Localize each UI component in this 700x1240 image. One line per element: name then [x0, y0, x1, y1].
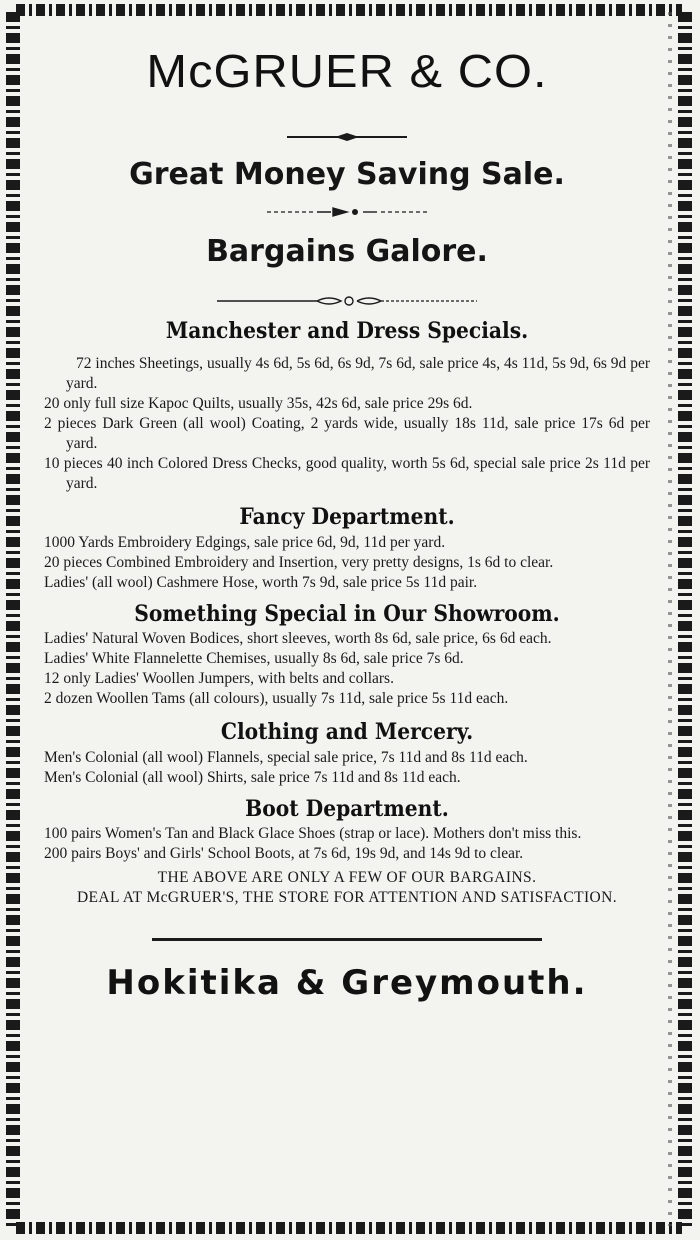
list-item: 20 pieces Combined Embroidery and Insertion, very pretty designs, 1s 6d to clear.	[44, 553, 554, 571]
list-item: 2 dozen Woollen Tams (all colours), usually 7s 11d, sale price 5s 11d each.	[44, 690, 509, 708]
section-showroom-items	[44, 629, 650, 709]
footer-rule	[152, 938, 542, 941]
list-item: Men's Colonial (all wool) Flannels, special sale price, 7s 11d and 8s 11d each.	[44, 748, 528, 766]
bottom-border-ornament	[16, 1222, 682, 1234]
section-clothing-items	[44, 748, 650, 788]
list-item: 20 only full size Kapoc Quilts, usually 35s, 42s 6d, sale price 29s 6d.	[44, 395, 473, 413]
closing-line-2: DEAL AT McGRUER'S, THE STORE FOR ATTENTION AND SATISFACTION.	[76, 888, 618, 906]
closing-line-1: THE ABOVE ARE ONLY A FEW OF OUR BARGAINS.	[157, 868, 537, 886]
list-item: 1000 Yards Embroidery Edgings, sale price 6d, 9d, 11d per yard.	[44, 533, 446, 551]
right-inner-border-ornament	[668, 12, 672, 1226]
list-item: Ladies' (all wool) Cashmere Hose, worth 7s 9d, sale price 5s 11d pair.	[44, 573, 478, 591]
list-item: 10 pieces 40 inch Colored Dress Checks, good quality, worth 5s 6d, special sale price 2s 11d per yard.	[44, 455, 650, 493]
towns-footer: Hokitika & Greymouth.	[106, 962, 588, 1003]
list-item: 72 inches Sheetings, usually 4s 6d, 5s 6d, 6s 9d, 7s 6d, sale price 4s, 4s 11d, 5s 9d, 6s 9d per yard.	[66, 355, 650, 393]
list-item: 12 only Ladies' Woollen Jumpers, with belts and collars.	[44, 670, 394, 688]
list-item: Ladies' White Flannelette Chemises, usually 8s 6d, sale price 7s 6d.	[44, 650, 464, 668]
right-border-ornament	[678, 12, 692, 1226]
list-item: 200 pairs Boys' and Girls' School Boots, at 7s 6d, 19s 9d, and 14s 9d to clear.	[44, 844, 524, 862]
section-manchester-items	[44, 354, 650, 494]
section-boots-items	[44, 824, 650, 864]
section-heading-fancy: Fancy Department.	[239, 504, 455, 531]
dash-ornament-2	[267, 205, 427, 219]
headline: Great Money Saving Sale.	[129, 157, 565, 192]
firm-name: McGRUER & CO.	[146, 45, 548, 97]
section-heading-boots: Boot Department.	[245, 795, 449, 822]
section-heading-showroom: Something Special in Our Showroom.	[134, 600, 560, 627]
section-fancy-items	[44, 533, 650, 593]
top-border-ornament	[16, 4, 682, 16]
dash-ornament-3	[217, 294, 477, 308]
list-item: 2 pieces Dark Green (all wool) Coating, 2 yards wide, usually 18s 11d, sale price 17s 6d per yard.	[44, 415, 650, 453]
section-heading-manchester: Manchester and Dress Specials.	[165, 318, 529, 344]
list-item: Ladies' Natural Woven Bodices, short sleeves, worth 8s 6d, sale price, 6s 6d each.	[44, 630, 552, 648]
list-item: Men's Colonial (all wool) Shirts, sale price 7s 11d and 8s 11d each.	[44, 768, 461, 786]
subheadline: Bargains Galore.	[206, 234, 488, 269]
advertisement-body	[44, 34, 650, 1003]
list-item: 100 pairs Women's Tan and Black Glace Shoes (strap or lace). Mothers don't miss this.	[44, 824, 582, 842]
section-heading-clothing: Clothing and Mercery.	[220, 719, 474, 746]
dash-ornament-1	[287, 130, 407, 144]
left-border-ornament	[6, 12, 20, 1226]
